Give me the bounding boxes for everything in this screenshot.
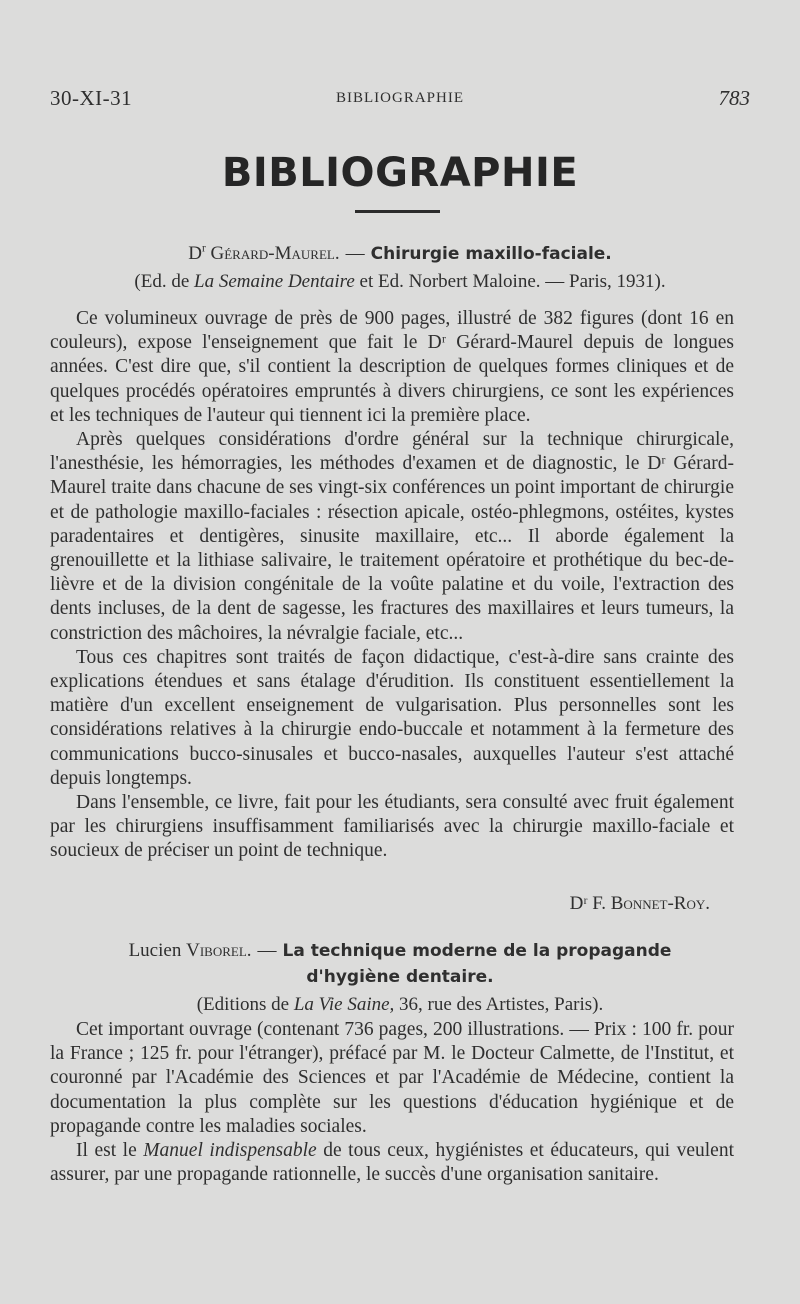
title-rule [355, 210, 440, 213]
author-name: Viborel. [186, 940, 252, 961]
entry-2-header [50, 938, 750, 1018]
entry-2-author [129, 940, 252, 961]
entry-1-edition [50, 268, 750, 295]
entry-2-title-line-2: d'hygiène dentaire. [306, 967, 494, 987]
author-first-name: Lucien [128, 940, 182, 961]
edition-open: (Editions de [196, 994, 290, 1015]
entry-2-title-line-1: La technique moderne de la propagande [282, 941, 672, 961]
running-section-title: BIBLIOGRAPHIE [336, 90, 464, 106]
paragraph: Après quelques considérations d'ordre général sur la technique chirurgicale, l'anesthésie, les hémorragies, les méthodes d'examen et de diagnostic, le Dʳ Gérard-Maurel traite dans chacune de ses vingt-six conférences un point important de chirurgie et de pathologie maxillo-faciales : résection apicale, ostéo-phlegmons, ostéites, kystes paradentaires et dentigères, sinusite maxillaire, etc... Il aborde également la grenouillette et la lithiase salivaire, le traitement opératoire et prothétique du bec-de-lièvre et de la division congénitale de la voûte palatine et du voile, l'extraction des dents incluses, de la dent de sagesse, les fractures des maxillaires et leurs tumeurs, la constriction des mâchoires, la névralgie faciale, etc... [50, 429, 734, 644]
entry-1-author: $D^r$ Gérard-Maurel. [188, 242, 340, 264]
issue-date: 30-XI-31 [50, 86, 133, 110]
entry-1-body [50, 307, 734, 864]
edition-journal: La Semaine Dentaire [194, 271, 355, 292]
entry-1-title: Chirurgie maxillo-faciale. [370, 244, 612, 264]
running-head [50, 86, 750, 112]
entry-dash: — [257, 940, 277, 961]
paragraph-italic: Manuel indispensable [143, 1140, 317, 1162]
paragraph: Cet important ouvrage (contenant 736 pages, 200 illustrations. — Prix : 100 fr. pour la France ; 125 fr. pour l'étranger), préfacé par M. le Docteur Calmette, de l'Institut, et couronné par l'Académie des Sciences et par l'Académie de Médecine, contient la documentation la plus complète sur les questions d'éducation hygiénique et de propagande contre les maladies sociales. [50, 1019, 734, 1137]
review-signature: Dʳ F. Bonnet-Roy. [569, 893, 710, 914]
page-number: 783 [718, 86, 750, 110]
paragraph [50, 1139, 734, 1187]
paragraph-text: de tous ceux, hygiénistes et éducateurs, qui veulent assurer, par une propagande rationnelle, le succès d'une organisation sanitaire. [50, 1140, 734, 1186]
author-name: Gérard-Maurel. [210, 243, 340, 264]
edition-rest: 36, rue des Artistes, Paris). [399, 994, 604, 1015]
edition-open: (Ed. de [134, 271, 190, 292]
edition-rest: et Ed. Norbert Maloine. — Paris, 1931). [359, 271, 666, 292]
page-title: BIBLIOGRAPHIE [221, 150, 579, 196]
edition-journal: La Vie Saine, [293, 994, 395, 1015]
paragraph: Ce volumineux ouvrage de près de 900 pages, illustré de 382 figures (dont 16 en couleurs), expose l'enseignement que fait le Dʳ Gérard-Maurel depuis de longues années. C'est dire que, s'il contient la description de quelques formes cliniques et de quelques procédés opératoires empruntés à divers chirurgiens, ce sont les expériences et les techniques de l'auteur qui tiennent ici la première place. [50, 308, 734, 426]
entry-2-body [50, 1018, 734, 1187]
paragraph-text: Il est le [76, 1140, 137, 1162]
entry-1-header [50, 240, 750, 295]
entry-dash: — [345, 243, 365, 264]
paragraph: Tous ces chapitres sont traités de façon didactique, c'est-à-dire sans crainte des explications étendues et sans étalage d'érudition. Ils constituent essentiellement la matière d'un excellent enseignement de vulgarisation. Plus personnelles sont les considérations relatives à la chirurgie endo-buccale et notamment à la fermeture des communications bucco-sinusales et bucco-nasales, auxquelles l'auteur s'est attaché depuis longtemps. [50, 646, 734, 789]
paragraph: Dans l'ensemble, ce livre, fait pour les étudiants, sera consulté avec fruit également par les chirurgiens insuffisamment familiarisés avec la chirurgie maxillo-faciale et soucieux de préciser un point de technique. [50, 792, 734, 862]
entry-2-edition [50, 992, 750, 1018]
